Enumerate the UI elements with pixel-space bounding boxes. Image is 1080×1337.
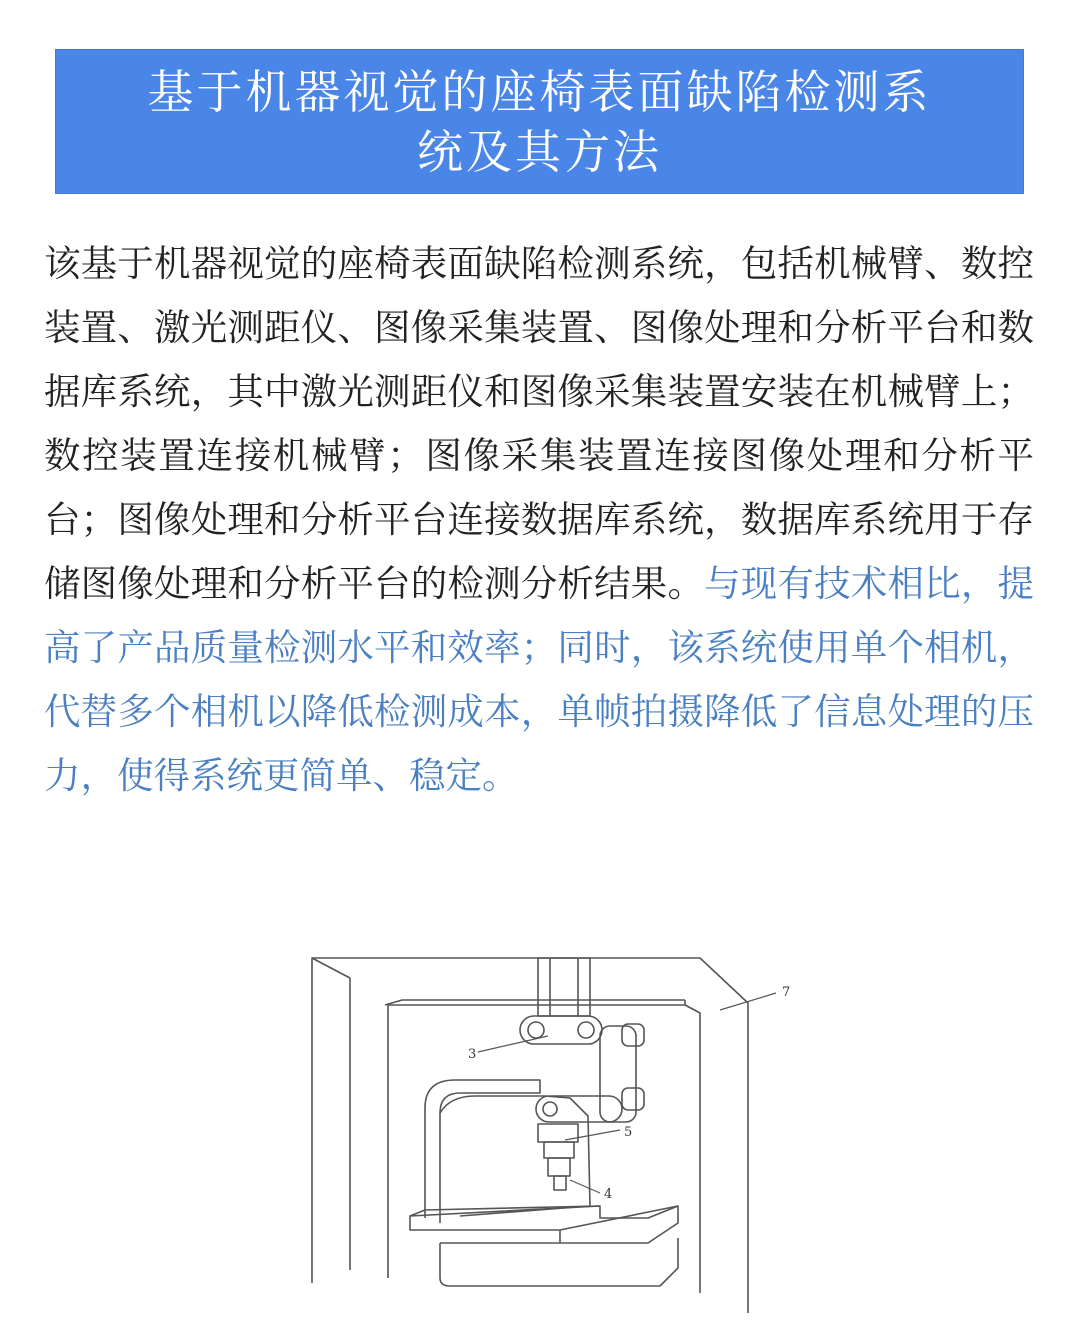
label-4: 4: [604, 1187, 613, 1202]
seat-backrest: [425, 1080, 540, 1223]
label-3: 3: [468, 1047, 477, 1062]
patent-figure: [300, 948, 820, 1323]
laser-rangefinder: [554, 1176, 566, 1190]
robot-link-lower: [536, 1096, 622, 1122]
title-banner: [55, 49, 1024, 194]
robot-column: [538, 958, 590, 1016]
title-line-1: 基于机器视觉的座椅表面缺陷检测系: [147, 64, 932, 119]
leader-4: [570, 1180, 600, 1193]
camera-unit: [548, 1158, 570, 1176]
patent-drawing: [300, 948, 820, 1323]
title-line-2: 统及其方法: [417, 124, 662, 179]
seat-base: [410, 1206, 678, 1243]
label-7: 7: [782, 985, 791, 1000]
body-paragraph: [44, 232, 1034, 808]
robot-link-vertical: [600, 1026, 636, 1122]
label-5: 5: [624, 1125, 633, 1140]
leader-5: [565, 1130, 620, 1140]
frame-outer: [312, 958, 748, 1313]
body-highlight-text: 与现有技术相比，提高了产品质量检测水平和效率；同时，该系统使用单个相机，代替多个相机以降低检测成本，单帧拍摄降低了信息处理的压力，使得系统更简单、稳定。: [44, 562, 1035, 797]
body-normal-text: 该基于机器视觉的座椅表面缺陷检测系统，包括机械臂、数控装置、激光测距仪、图像采集装置、图像处理和分析平台和数据库系统，其中激光测距仪和图像采集装置安装在机械臂上；数控装置连接机械臂；图像采集装置连接图像处理和分析平台；图像处理和分析平台连接数据库系统，数据库系统用于存储图像处理和分析平台的检测分析结果。: [44, 242, 1034, 605]
